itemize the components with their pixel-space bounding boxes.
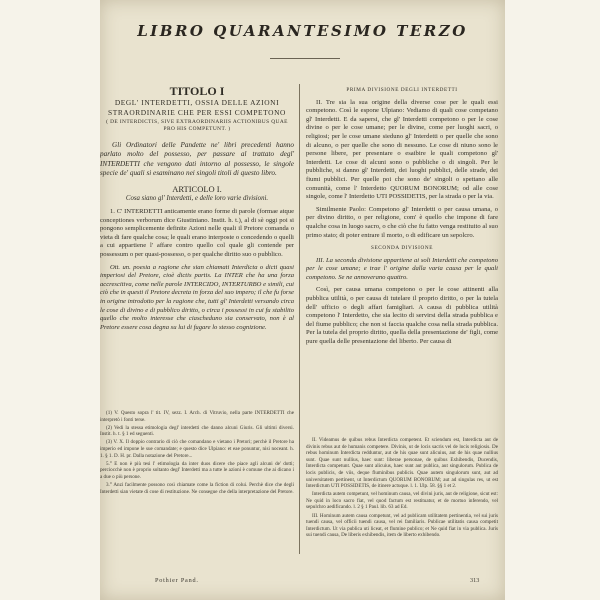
titolo-latin: ( DE INTERDICTIS, SIVE EXTRAORDINARIIS ACTIONIBUS QUAE PRO HIS COMPETUNT. ) [106,119,288,133]
footnotes-right [306,437,498,540]
right-column [306,82,498,347]
titolo-subtitle: DEGL' INTERDETTI, OSSIA DELLE AZIONI STRAORDINARIE CHE PER ESSI COMPETONO [108,98,286,117]
articolo-heading: ARTICOLO I. [172,184,222,195]
footnote: 5.° E non è più tesi l' etimologia da inter duos dicere che piace agli alcuni de' dotti; perciocchè non è proprio soltanto degl' Interdetti ma a tutte le azioni è comune che ai dicano i a due o più persone. [100,460,294,480]
paragraph-1: 1. C' INTERDETTI anticamente erano forme di parole (formae atque conceptiones verborum dice Giustiniano. Instit. h. t.), al di sè oggi poi si pongono semplicemente definite Azioni nelle quali il Pretore comanda o vieta di fare qualche cosa; le quali erano interposte o concedendo o quelli a cui appartiene l' affare contro quello col quale gli contende per possessum o per quasi-possesso, o per qualche diritto suo o pubblico. [100,207,294,258]
intro-paragraph: Gli Ordinatori delle Pandette ne' libri precedenti hanno parlato molto del possesso, per passare al trattato degl' INTERDETTI che vengono dati intorno al possesso, le singole specie de' quali si esaminano nei singoli titoli di questo libro. [100,141,294,178]
right-paragraph-3: III. La seconda divisione appartiene ai soli Interdetti che competono per le cose umane; e trae l' origine dalla varia causa per le quali competono. Se ne annoverano quattro. [306,256,498,281]
column-divider [299,84,300,554]
signature-mark: Pothier Pand. [155,577,199,584]
paragraph-2: Ott. un. poesia a ragione che sian chiamati Interdicta o dicti quasi imperiosi del Pretore, cioè dictis partis. La INTER che ha una forza accrescitiva, come nelle parole INTERCIDO, INTERTURBO e simili, cui ciò che in questi il Pretore decreta in forza del suo impero; il che fu forse in origine introdotto per la ragione che, tutti gl' Interdetti versando circa le cose di divino e di pubblico diritto, o circa i possessi in cui fu stabilito quello che molto interesse che ciascheduno sia conservato, non è al Pretore essere cosa degna su lui di fugare lo stesso cognizione. [100,263,294,331]
page-margin-left [0,0,100,600]
footnote: (1) V. Questo sopra l' tit. IV, sezz. I. Arch. di Vitruvio, nella parte INTERDETTI che interpretò i fonti terse. [100,410,294,423]
right-paragraph-1: II. Tre sia la sua origine della diverse cose per le quali essi competono. Così le espone Ulpiano: Vediamo di quali cose competano gl' Interdetti. E da sapersi, che gl' Interdetti competono o per le cose divine o per le cose umane; per le divine, come per luoghi sacri, o religiosi; per le cose umane sieduno gl' Interdetti o per quelle che sono di alcuno, o per quelle che sono di nessuno. Le cose di niuno sono le persone libere, per presentare o esaibire le quali competono gl' Interdetti. Le cose di alcuni sono o pubbliche o di singoli. Per le pubbliche, si danno gl' Interdetti, dei luoghi pubblici, delle strade, dei fiumi pubblici. Per quelle poi che sono de' singoli o spettano alle comunità, come l' Interdetto QUORUM BONORUM; od alle cose singole, come l' Interdetto UTI POSSIDETIS, per la strada o per la via. [306,98,498,201]
page-margin-right [505,0,600,600]
titolo-heading: TITOLO I [169,84,225,98]
right-paragraph-4: Così, per causa umana competono o per le cose attinenti alla pubblica utilità, o per causa di tutelare il proprio diritto, o per la tutela dell' ufficio o degli affari famigliari. A causa di pubblica utilità competono l' Interdetto, che sia lecito di servirsi della strada pubblica e del fiume pubblico; che non si faccia qualche cosa nella strada pubblica. Per la tutela del proprio diritto, quella della presentazione de' figli, come pure quella delle presentazione del liberto. Per causa di [306,286,498,346]
footnote: 3.° Anzi facilmente possono così chiamate come la fiction di colui. Perchè dice che degli Interdetti sian vietate di cose di restituzione. Ne consegue che della interpretazione del Pretore. [100,481,294,495]
footnote: II. Videamus de quibus rebus Interdicta competent. Et sciendum est, Interdicta aut de divinis rebus aut de humanis competere. Divinis, ut de locis sacris vel de locis religiosis. De rebus hominum Interdicta redduntur, aut de his quae sunt alicuius, aut de his quae nullius sunt. Quae sunt nullius, haec sunt: liberae personae, de quibus Exhibendis, Ducendis, Interdicta competunt. Quae sunt alicuius, haec sunt aut publica, aut singulorum. Publica de locis publicis, de viis, deque fluminibus publicis. Quae autem singulorum sunt, aut ad universitatem pertinent, ut Interdictum QUORUM BONORUM; aut ad singulas res, ut est Interdictum UTI POSSIDETIS, de itinere actuque. l. 1. Ulp. 58. §§ 1 et 2. [306,437,498,490]
footnote: Interdicta autem competunt, vel hominum causa, vel divini juris, aut de religione, sicut est: Ne quid in loco sacro fiat, vel quod factum est restituatur, et de mortuo inferendo, vel sepulchro aedificando. l. 2 § 1 Paul. lib. 63 ad Ed. [306,491,498,511]
title-rule [270,58,340,59]
division-heading-2: SECONDA DIVISIONE [371,245,433,252]
footnote: III. Hominum autem causa competunt, vel ad publicam utilitatem pertinentia, vel sui juris tuendi causa, vel officii tuendi causa, vel rei familiaris. Publicae utilitatis causa competit Interdictum. Ut via publica uti liceat, et flumine publico; et Ne quid fiat in via publica. Juris sui tuendi causa, De liberis exhibendis, item de liberto exhibendo. [306,512,498,539]
running-title: LIBRO QUARANTESIMO TERZO [137,22,468,40]
division-heading-1: PRIMA DIVISIONE DEGLI INTERDETTI [346,87,458,93]
right-paragraph-2: Similmente Paolo: Competono gl' Interdetti o per causa umana, o per divino diritto, o per religione, com' è quello che impone di fare qualche cosa in luogo sacro, o che ciò che fu fatto venga restituito al suo primo stato; di poter entrare il morto, o di edificare un sepolcro. [306,205,498,239]
footnotes-left [100,410,294,497]
articolo-subtitle: Cosa siano gl' Interdetti, e delle loro varie divisioni. [125,195,269,203]
footnote: (2) Vedi la stessa etimologia degl' interdetti che danno alcuni Giuris. Gli ultimi diversi. Instit. h. t. § 1 ed seguenti. [100,424,294,438]
footnote: (3) V. X. Il doppio contrario di ciò che comandano e vietano i Pretori; perchè il Pretore ha imperio ed impone le sue comandate; e questo dice Ulpiano: et eae ponuntur, nisi noceant. h. 1. § 1. D. H. pr. Dalla notazione del Pretore... [100,439,294,459]
book-page [100,0,505,600]
left-column [100,82,294,332]
page-number: 313 [470,577,480,584]
